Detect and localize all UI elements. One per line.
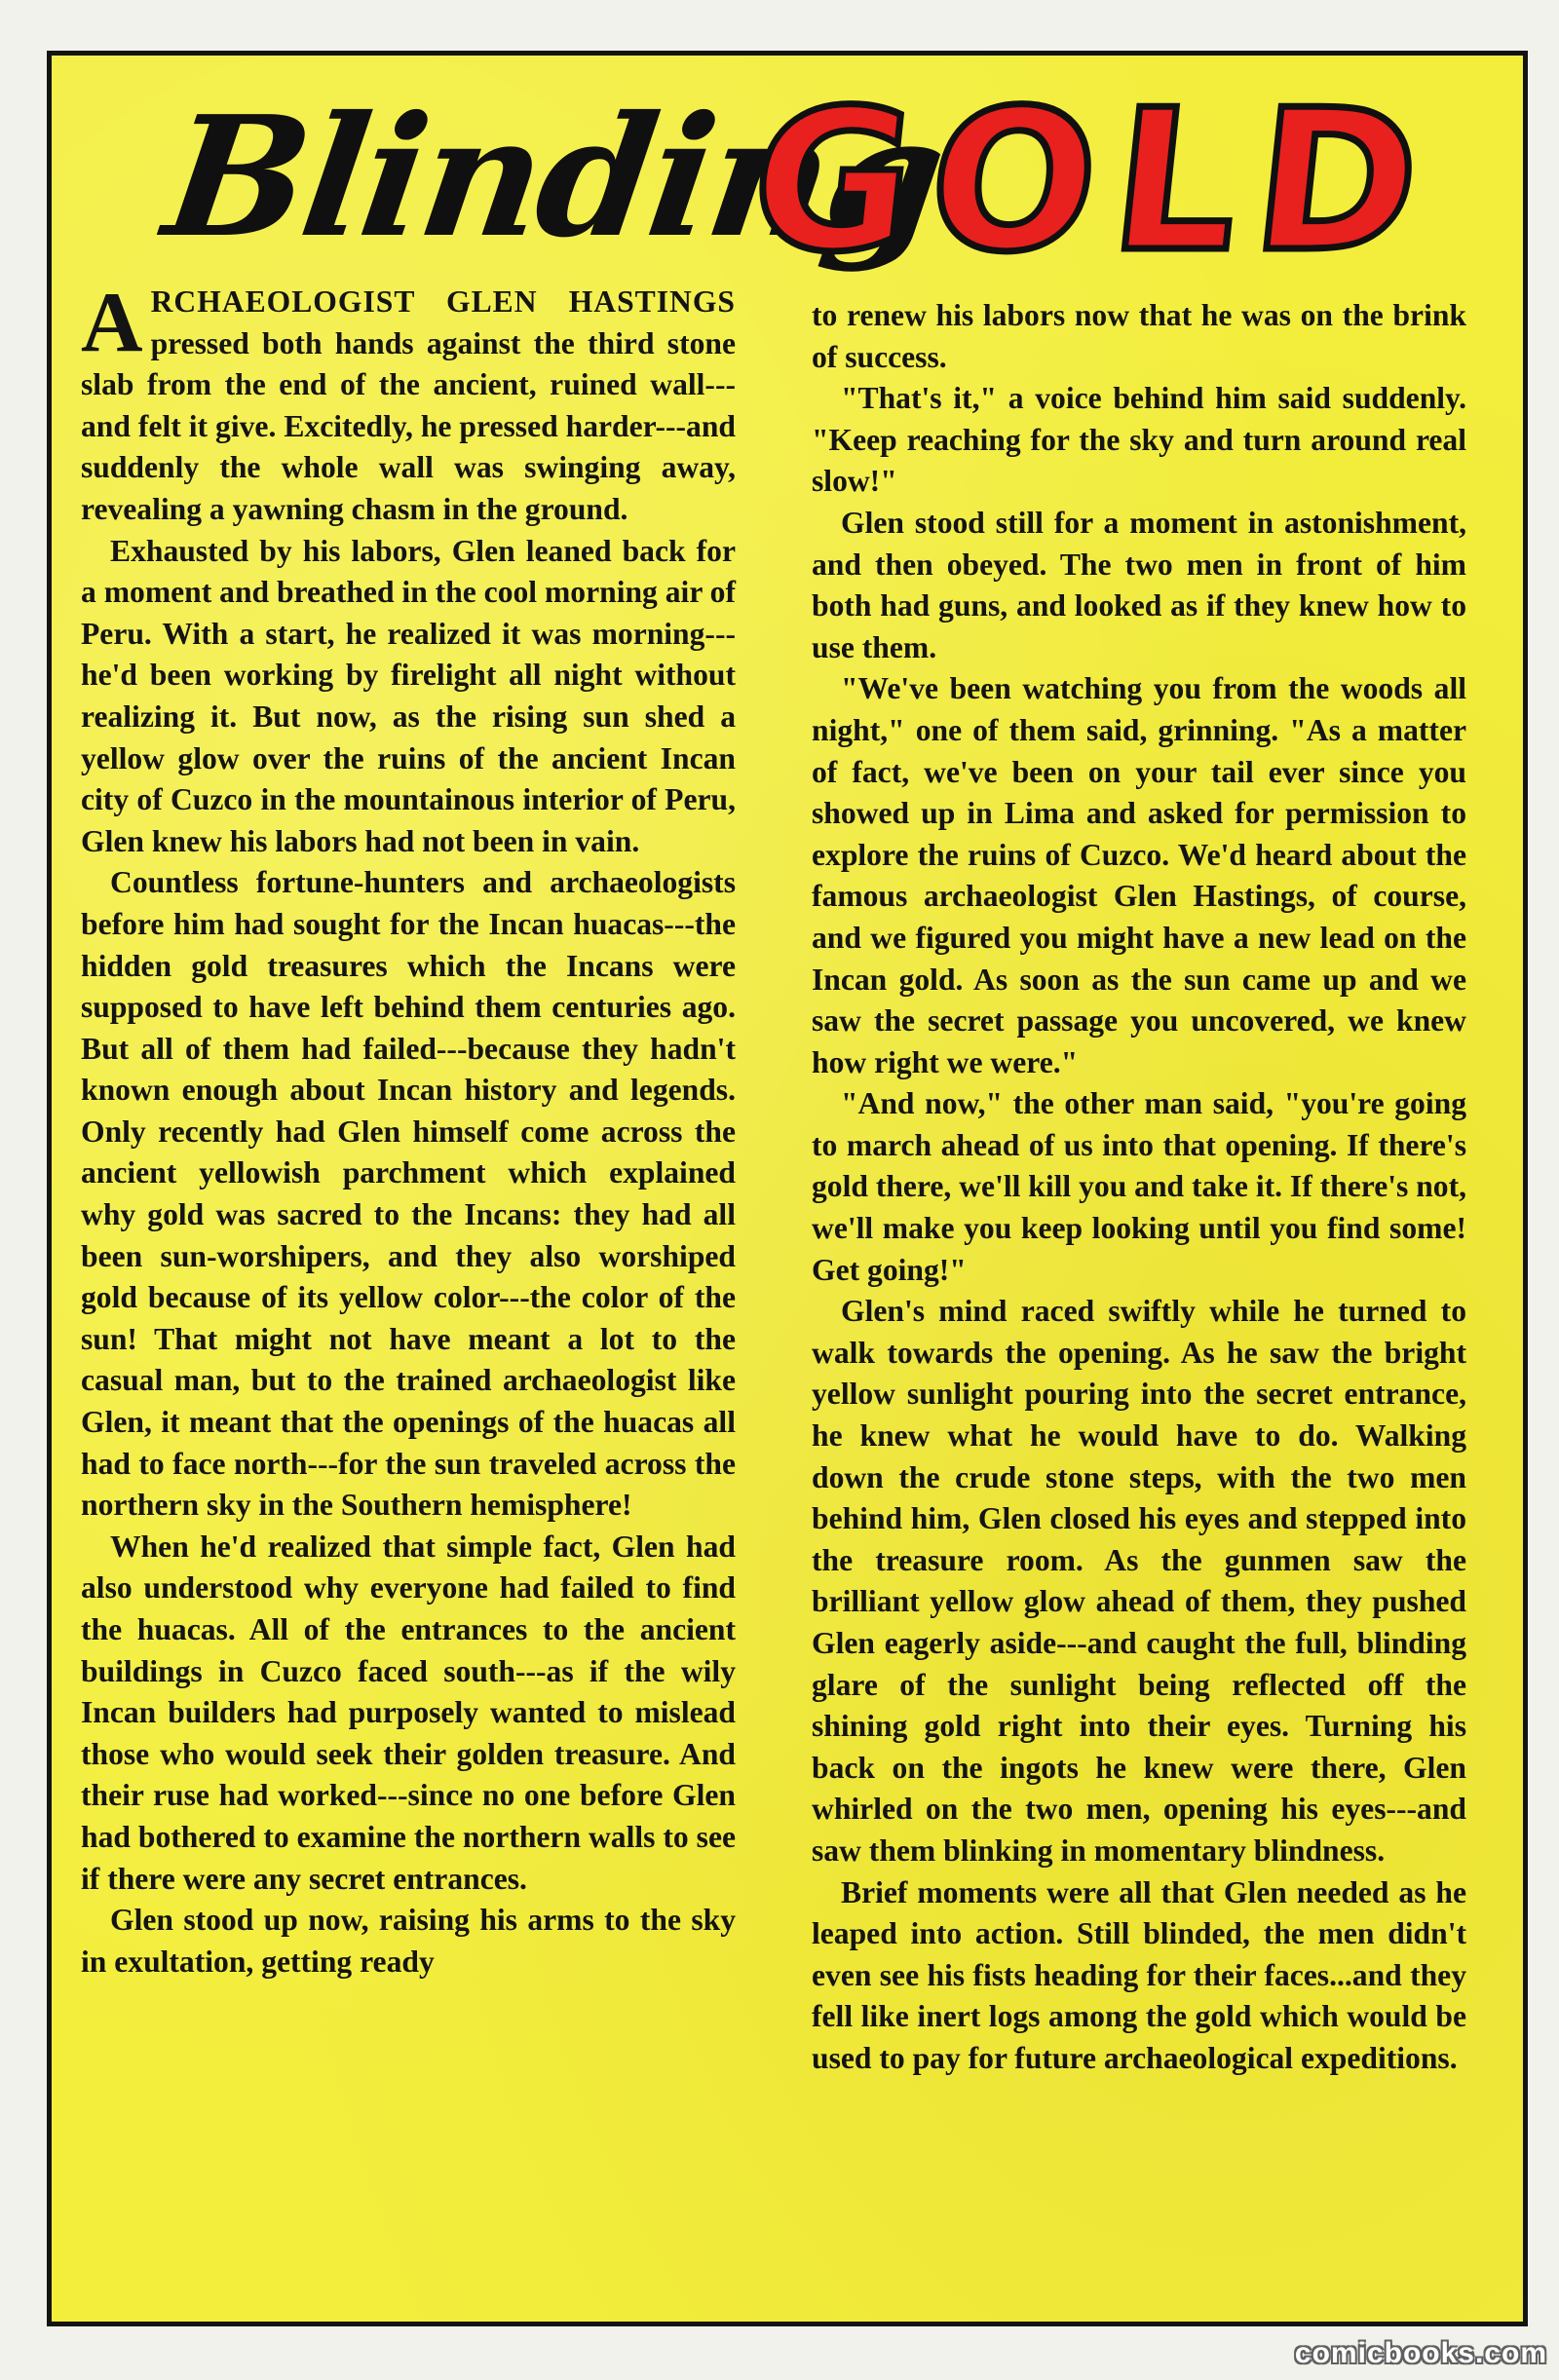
story-page <box>47 51 1528 2326</box>
paragraph-7: "That's it," a voice behind him said suddenly. "Keep reaching for the sky and turn around real slow!" <box>812 381 1466 499</box>
right-column <box>812 295 1466 2312</box>
site-watermark: comicbooks.com <box>1294 2337 1547 2369</box>
drop-cap: A <box>81 276 143 370</box>
opening-caps: RCHAEOLOGIST GLEN HASTINGS <box>150 284 736 319</box>
title-block-word: GOLD <box>741 68 1447 295</box>
paragraph-2: Exhausted by his labors, Glen leaned back for a moment and breathed in the cool morning air of Peru. With a start, he realized it was morning---he'd been working by firelight all night without realizing it. But now, as the rising sun shed a yellow glow over the ruins of the ancient Incan city of Cuzco in the mountainous interior of Peru, Glen knew his labors had not been in vain. <box>81 533 736 858</box>
paragraph-3: Countless fortune-hunters and archaeologists before him had sought for the Incan huacas---the hidden gold treasures which the Incans were supposed to have left behind them centuries ago. But all of them had failed---because they hadn't known enough about Incan history and legends. Only recently had Glen himself come across the ancient yellowish parchment which explained why gold was sacred to the Incans: they had all been sun-worshipers, and they also worshiped gold because of its yellow color---the color of the sun! That might not have meant a lot to the casual man, but to the trained archaeologist like Glen, it meant that the openings of the huacas all had to face north---for the sun traveled across the northern sky in the Southern hemisphere! <box>81 865 736 1523</box>
left-column <box>81 276 736 2298</box>
paragraph-1 <box>81 276 736 531</box>
paragraph-4: When he'd realized that simple fact, Glen had also understood why everyone had failed to find the huacas. All of the entrances to the ancient buildings in Cuzco faced south---as if the wily Incan builders had purposely wanted to mislead those who would seek their golden treasure. And their ruse had worked---since no one before Glen had bothered to examine the northern walls to see if there were any secret entrances. <box>81 1529 736 1896</box>
paragraph-1-text: pressed both hands against the third stone slab from the end of the ancient, ruined wall---and felt it give. Excitedly, he pressed harder---and suddenly the whole wall was swinging away, revealing a yawning chasm in the ground. <box>81 325 736 526</box>
paragraph-8: Glen stood still for a moment in astonishment, and then obeyed. The two men in front of him both had guns, and looked as if they knew how to use them. <box>812 505 1466 664</box>
paragraph-5: Glen stood up now, raising his arms to the sky in exultation, getting ready <box>81 1903 736 1979</box>
title-script-word: Blinding <box>154 80 953 275</box>
paragraph-10: "And now," the other man said, "you're going to march ahead of us into that opening. If there's gold there, we'll kill you and take it. If there's not, we'll make you keep looking until you find some! Get going!" <box>812 1086 1466 1287</box>
paragraph-11: Glen's mind raced swiftly while he turned to walk towards the opening. As he saw the bright yellow sunlight pouring into the secret entrance, he knew what he would have to do. Walking down the crude stone steps, with the two men behind him, Glen closed his eyes and stepped into the treasure room. As the gunmen saw the brilliant yellow glow ahead of them, they pushed Glen eagerly aside---and caught the full, blinding glare of the sunlight being reflected off the shining gold right into their eyes. Turning his back on the ingots he knew were there, Glen whirled on the two men, opening his eyes---and saw them blinking in momentary blindness. <box>812 1294 1466 1868</box>
title-gold-block <box>734 68 1447 309</box>
paragraph-6: to renew his labors now that he was on the brink of success. <box>812 298 1466 374</box>
paragraph-12: Brief moments were all that Glen needed as he leaped into action. Still blinded, the men didn't even see his fists heading for their faces...and they fell like inert logs among the gold which would be used to pay for future archaeological expeditions. <box>812 1874 1466 2075</box>
paragraph-9: "We've been watching you from the woods all night," one of them said, grinning. "As a matter of fact, we've been on your tail ever since you showed up in Lima and asked for permission to explore the ruins of Cuzco. We'd heard about the famous archaeologist Glen Hastings, of course, and we figured you might have a new lead on the Incan gold. As soon as the sun came up and we saw the secret passage you uncovered, we knew how right we were." <box>812 671 1466 1079</box>
